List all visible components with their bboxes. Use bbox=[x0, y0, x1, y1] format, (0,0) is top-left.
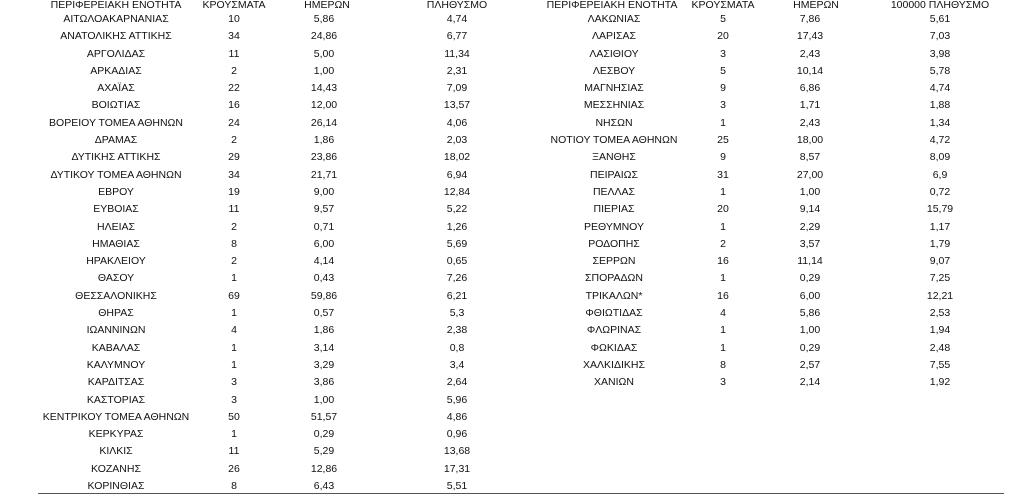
rate-cell: 3,98 bbox=[929, 47, 951, 60]
rate-cell: 2,48 bbox=[929, 341, 951, 354]
header-region: ΠΕΡΙΦΕΡΕΙΑΚΗ ΕΝΟΤΗΤΑ bbox=[546, 0, 678, 11]
cases-cell: 16 bbox=[717, 255, 729, 268]
rate-cell: 5,51 bbox=[446, 480, 468, 493]
rate-cell: 13,57 bbox=[443, 99, 471, 112]
cases-cell: 26 bbox=[228, 462, 240, 475]
cases-cell: 22 bbox=[228, 82, 240, 95]
days-cell: 0,43 bbox=[313, 272, 335, 285]
rate-cell: 6,21 bbox=[446, 289, 468, 302]
cases-cell: 69 bbox=[228, 289, 240, 302]
cases-cell: 1 bbox=[720, 220, 726, 233]
rate-cell: 6,77 bbox=[446, 30, 468, 43]
rate-cell: 1,79 bbox=[929, 237, 951, 250]
region-cell: ΑΡΓΟΛΙΔΑΣ bbox=[86, 47, 146, 60]
cases-cell: 50 bbox=[228, 410, 240, 423]
region-cell: ΑΧΑΪΑΣ bbox=[97, 82, 135, 95]
rate-cell: 0,96 bbox=[446, 428, 468, 441]
cases-cell: 1 bbox=[231, 341, 237, 354]
rate-cell: 1,94 bbox=[929, 324, 951, 337]
rate-cell: 12,21 bbox=[926, 289, 954, 302]
cases-cell: 3 bbox=[720, 47, 726, 60]
days-cell: 1,00 bbox=[799, 185, 821, 198]
region-cell: ΚΑΒΑΛΑΣ bbox=[91, 341, 141, 354]
region-cell: ΚΑΣΤΟΡΙΑΣ bbox=[86, 393, 146, 406]
days-cell: 1,86 bbox=[313, 324, 335, 337]
region-cell: ΡΟΔΟΠΗΣ bbox=[588, 237, 640, 250]
cases-cell: 1 bbox=[231, 307, 237, 320]
rate-cell: 7,09 bbox=[446, 82, 468, 95]
rate-cell: 5,78 bbox=[929, 64, 951, 77]
cases-cell: 9 bbox=[720, 151, 726, 164]
days-cell: 11,14 bbox=[797, 255, 823, 268]
cases-cell: 16 bbox=[228, 99, 240, 112]
days-cell: 8,57 bbox=[799, 151, 821, 164]
days-cell: 0,29 bbox=[313, 428, 335, 441]
days-cell: 5,86 bbox=[313, 13, 335, 25]
region-cell: ΛΑΚΩΝΙΑΣ bbox=[587, 13, 641, 25]
region-cell: ΞΑΝΘΗΣ bbox=[592, 151, 636, 164]
days-cell: 2,14 bbox=[799, 376, 821, 389]
days-cell: 5,29 bbox=[313, 445, 335, 458]
region-cell: ΛΑΡΙΣΑΣ bbox=[592, 30, 636, 43]
rate-cell: 6,9 bbox=[932, 168, 948, 181]
days-cell: 9,57 bbox=[313, 203, 335, 216]
cases-cell: 1 bbox=[720, 341, 726, 354]
cases-cell: 20 bbox=[717, 203, 729, 216]
region-cell: ΡΕΘΥΜΝΟΥ bbox=[583, 220, 645, 233]
days-cell: 2,29 bbox=[799, 220, 821, 233]
days-cell: 17,43 bbox=[796, 30, 824, 43]
days-cell: 10,14 bbox=[796, 64, 824, 77]
rate-cell: 5,3 bbox=[449, 307, 465, 320]
rate-cell: 4,72 bbox=[929, 134, 951, 147]
rate-cell: 1,34 bbox=[929, 116, 951, 129]
region-cell: ΕΒΡΟΥ bbox=[98, 185, 134, 198]
days-cell: 3,14 bbox=[313, 341, 335, 354]
cases-cell: 8 bbox=[231, 480, 237, 493]
header-cases: ΚΡΟΥΣΜΑΤΑ bbox=[691, 0, 755, 11]
region-cell: ΣΠΟΡΑΔΩΝ bbox=[585, 272, 643, 285]
rate-cell: 0,65 bbox=[446, 255, 468, 268]
cases-cell: 11 bbox=[228, 47, 240, 60]
cases-cell: 3 bbox=[231, 393, 237, 406]
days-cell: 3,57 bbox=[799, 237, 821, 250]
region-cell: ΗΜΑΘΙΑΣ bbox=[92, 237, 140, 250]
cases-cell: 3 bbox=[720, 99, 726, 112]
region-cell: ΜΑΓΝΗΣΙΑΣ bbox=[584, 82, 644, 95]
rate-cell: 0,72 bbox=[929, 185, 951, 198]
days-cell: 14,43 bbox=[310, 82, 338, 95]
rate-cell: 1,26 bbox=[446, 220, 468, 233]
region-cell: ΙΩΑΝΝΙΝΩΝ bbox=[86, 324, 146, 337]
rate-cell: 7,25 bbox=[929, 272, 951, 285]
days-cell: 5,86 bbox=[799, 307, 821, 320]
rate-cell: 18,02 bbox=[443, 151, 471, 164]
cases-cell: 5 bbox=[720, 13, 726, 25]
cases-cell: 1 bbox=[720, 116, 726, 129]
cases-cell: 1 bbox=[720, 185, 726, 198]
rate-cell: 7,26 bbox=[446, 272, 468, 285]
days-cell: 6,86 bbox=[799, 82, 821, 95]
rate-cell: 1,88 bbox=[929, 99, 951, 112]
region-cell: ΑΡΚΑΔΙΑΣ bbox=[90, 64, 142, 77]
days-cell: 12,00 bbox=[310, 99, 338, 112]
rate-cell: 3,4 bbox=[449, 358, 465, 371]
rate-cell: 2,03 bbox=[446, 134, 468, 147]
rate-cell: 5,61 bbox=[929, 13, 951, 25]
rate-cell: 9,07 bbox=[929, 255, 951, 268]
rate-cell: 11,34 bbox=[444, 47, 470, 60]
cases-cell: 20 bbox=[717, 30, 729, 43]
region-cell: ΔΡΑΜΑΣ bbox=[94, 134, 138, 147]
cases-cell: 24 bbox=[228, 116, 240, 129]
region-cell: ΚΙΛΚΙΣ bbox=[99, 445, 133, 458]
days-cell: 0,29 bbox=[799, 272, 821, 285]
region-cell: ΝΟΤΙΟΥ ΤΟΜΕΑ ΑΘΗΝΩΝ bbox=[550, 134, 678, 147]
days-cell: 12,86 bbox=[310, 462, 338, 475]
region-cell: ΒΟΙΩΤΙΑΣ bbox=[91, 99, 141, 112]
region-cell: ΧΑΝΙΩΝ bbox=[594, 376, 634, 389]
cases-cell: 8 bbox=[231, 237, 237, 250]
cases-cell: 3 bbox=[720, 376, 726, 389]
region-cell: ΘΑΣΟΥ bbox=[97, 272, 135, 285]
days-cell: 3,86 bbox=[313, 376, 335, 389]
region-cell: ΒΟΡΕΙΟΥ ΤΟΜΕΑ ΑΘΗΝΩΝ bbox=[49, 116, 183, 129]
cases-cell: 34 bbox=[228, 168, 240, 181]
bottom-rule bbox=[38, 493, 1004, 494]
cases-cell: 4 bbox=[720, 307, 726, 320]
region-cell: ΦΛΩΡΙΝΑΣ bbox=[586, 324, 642, 337]
region-cell: ΗΡΑΚΛΕΙΟΥ bbox=[86, 255, 146, 268]
days-cell: 1,00 bbox=[313, 393, 335, 406]
rate-cell: 13,68 bbox=[443, 445, 471, 458]
days-cell: 23,86 bbox=[310, 151, 338, 164]
cases-cell: 2 bbox=[231, 64, 237, 77]
header-days: ΗΜΕΡΩΝ bbox=[793, 0, 839, 11]
region-cell: ΧΑΛΚΙΔΙΚΗΣ bbox=[583, 358, 645, 371]
region-cell: ΘΗΡΑΣ bbox=[98, 307, 134, 320]
header-per-100000: 100000 ΠΛΗΘΥΣΜΟ bbox=[890, 0, 990, 11]
days-cell: 9,14 bbox=[799, 203, 821, 216]
days-cell: 59,86 bbox=[310, 289, 338, 302]
header-region: ΠΕΡΙΦΕΡΕΙΑΚΗ ΕΝΟΤΗΤΑ bbox=[50, 0, 182, 11]
days-cell: 0,57 bbox=[313, 307, 335, 320]
cases-cell: 8 bbox=[720, 358, 726, 371]
rate-cell: 0,8 bbox=[449, 341, 465, 354]
cases-cell: 9 bbox=[720, 82, 726, 95]
cases-cell: 2 bbox=[720, 237, 726, 250]
rate-cell: 2,64 bbox=[446, 376, 468, 389]
region-cell: ΕΥΒΟΙΑΣ bbox=[93, 203, 139, 216]
rate-cell: 7,03 bbox=[929, 30, 951, 43]
region-cell: ΚΕΝΤΡΙΚΟΥ ΤΟΜΕΑ ΑΘΗΝΩΝ bbox=[42, 410, 190, 423]
region-cell: ΦΩΚΙΔΑΣ bbox=[590, 341, 638, 354]
days-cell: 6,43 bbox=[313, 480, 335, 493]
days-cell: 1,71 bbox=[799, 99, 821, 112]
region-cell: ΣΕΡΡΩΝ bbox=[592, 255, 636, 268]
cases-cell: 2 bbox=[231, 220, 237, 233]
rate-cell: 5,96 bbox=[446, 393, 468, 406]
region-cell: ΔΥΤΙΚΗΣ ΑΤΤΙΚΗΣ bbox=[71, 151, 161, 164]
region-cell: ΘΕΣΣΑΛΟΝΙΚΗΣ bbox=[75, 289, 157, 302]
region-cell: ΦΘΙΩΤΙΔΑΣ bbox=[585, 307, 643, 320]
region-cell: ΤΡΙΚΑΛΩΝ* bbox=[585, 289, 643, 302]
region-cell: ΛΕΣΒΟΥ bbox=[592, 64, 636, 77]
cases-cell: 4 bbox=[231, 324, 237, 337]
days-cell: 24,86 bbox=[310, 30, 338, 43]
header-population: ΠΛΗΘΥΣΜΟ bbox=[426, 0, 488, 11]
cases-cell: 10 bbox=[228, 13, 240, 25]
region-cell: ΚΑΛΥΜΝΟΥ bbox=[86, 358, 146, 371]
cases-cell: 11 bbox=[228, 203, 240, 216]
rate-cell: 12,84 bbox=[443, 185, 471, 198]
days-cell: 6,00 bbox=[799, 289, 821, 302]
days-cell: 1,00 bbox=[313, 64, 335, 77]
cases-cell: 1 bbox=[231, 358, 237, 371]
region-cell: ΚΑΡΔΙΤΣΑΣ bbox=[87, 376, 145, 389]
rate-cell: 5,69 bbox=[446, 237, 468, 250]
header-days: ΗΜΕΡΩΝ bbox=[304, 0, 350, 11]
rate-cell: 15,79 bbox=[926, 203, 954, 216]
days-cell: 7,86 bbox=[799, 13, 821, 25]
days-cell: 21,71 bbox=[310, 168, 338, 181]
region-cell: ΗΛΕΙΑΣ bbox=[96, 220, 136, 233]
header-cases: ΚΡΟΥΣΜΑΤΑ bbox=[202, 0, 266, 11]
rate-cell: 2,31 bbox=[446, 64, 468, 77]
rate-cell: 2,53 bbox=[929, 307, 951, 320]
cases-cell: 1 bbox=[720, 272, 726, 285]
cases-cell: 2 bbox=[231, 255, 237, 268]
region-cell: ΚΟΖΑΝΗΣ bbox=[91, 462, 141, 475]
rate-cell: 4,74 bbox=[929, 82, 951, 95]
rate-cell: 5,22 bbox=[446, 203, 468, 216]
days-cell: 27,00 bbox=[796, 168, 824, 181]
rate-cell: 1,92 bbox=[929, 376, 951, 389]
region-cell: ΜΕΣΣΗΝΙΑΣ bbox=[583, 99, 645, 112]
days-cell: 51,57 bbox=[310, 410, 338, 423]
rate-cell: 1,17 bbox=[929, 220, 951, 233]
cases-cell: 1 bbox=[720, 324, 726, 337]
days-cell: 5,00 bbox=[313, 47, 335, 60]
region-cell: ΚΟΡΙΝΘΙΑΣ bbox=[87, 480, 145, 493]
cases-cell: 1 bbox=[231, 272, 237, 285]
days-cell: 1,86 bbox=[313, 134, 335, 147]
days-cell: 9,00 bbox=[313, 185, 335, 198]
cases-cell: 5 bbox=[720, 64, 726, 77]
days-cell: 4,14 bbox=[313, 255, 335, 268]
days-cell: 2,57 bbox=[799, 358, 821, 371]
cases-cell: 1 bbox=[231, 428, 237, 441]
days-cell: 18,00 bbox=[796, 134, 824, 147]
rate-cell: 7,55 bbox=[929, 358, 951, 371]
days-cell: 2,43 bbox=[799, 116, 821, 129]
days-cell: 2,43 bbox=[799, 47, 821, 60]
cases-cell: 29 bbox=[228, 151, 240, 164]
cases-cell: 34 bbox=[228, 30, 240, 43]
cases-cell: 25 bbox=[717, 134, 729, 147]
days-cell: 0,71 bbox=[313, 220, 335, 233]
region-cell: ΠΕΙΡΑΙΩΣ bbox=[590, 168, 638, 181]
days-cell: 26,14 bbox=[310, 116, 338, 129]
cases-cell: 3 bbox=[231, 376, 237, 389]
cases-cell: 16 bbox=[717, 289, 729, 302]
rate-cell: 4,74 bbox=[446, 13, 468, 25]
cases-cell: 31 bbox=[717, 168, 729, 181]
cases-cell: 11 bbox=[228, 445, 240, 458]
cases-cell: 2 bbox=[231, 134, 237, 147]
rate-cell: 4,86 bbox=[446, 410, 468, 423]
rate-cell: 2,38 bbox=[446, 324, 468, 337]
region-cell: ΑΙΤΩΛΟΑΚΑΡΝΑΝΙΑΣ bbox=[63, 13, 169, 25]
cases-cell: 19 bbox=[228, 185, 240, 198]
region-cell: ΛΑΣΙΘΙΟΥ bbox=[589, 47, 639, 60]
region-cell: ΝΗΣΩΝ bbox=[595, 116, 633, 129]
region-cell: ΔΥΤΙΚΟΥ ΤΟΜΕΑ ΑΘΗΝΩΝ bbox=[50, 168, 182, 181]
region-cell: ΠΙΕΡΙΑΣ bbox=[593, 203, 635, 216]
rate-cell: 17,31 bbox=[443, 462, 471, 475]
rate-cell: 4,06 bbox=[446, 116, 468, 129]
days-cell: 6,00 bbox=[313, 237, 335, 250]
region-cell: ΚΕΡΚΥΡΑΣ bbox=[88, 428, 144, 441]
days-cell: 0,29 bbox=[799, 341, 821, 354]
days-cell: 3,29 bbox=[313, 358, 335, 371]
region-cell: ΠΕΛΛΑΣ bbox=[592, 185, 636, 198]
rate-cell: 8,09 bbox=[929, 151, 951, 164]
days-cell: 1,00 bbox=[799, 324, 821, 337]
rate-cell: 6,94 bbox=[446, 168, 468, 181]
region-cell: ΑΝΑΤΟΛΙΚΗΣ ΑΤΤΙΚΗΣ bbox=[60, 30, 172, 43]
